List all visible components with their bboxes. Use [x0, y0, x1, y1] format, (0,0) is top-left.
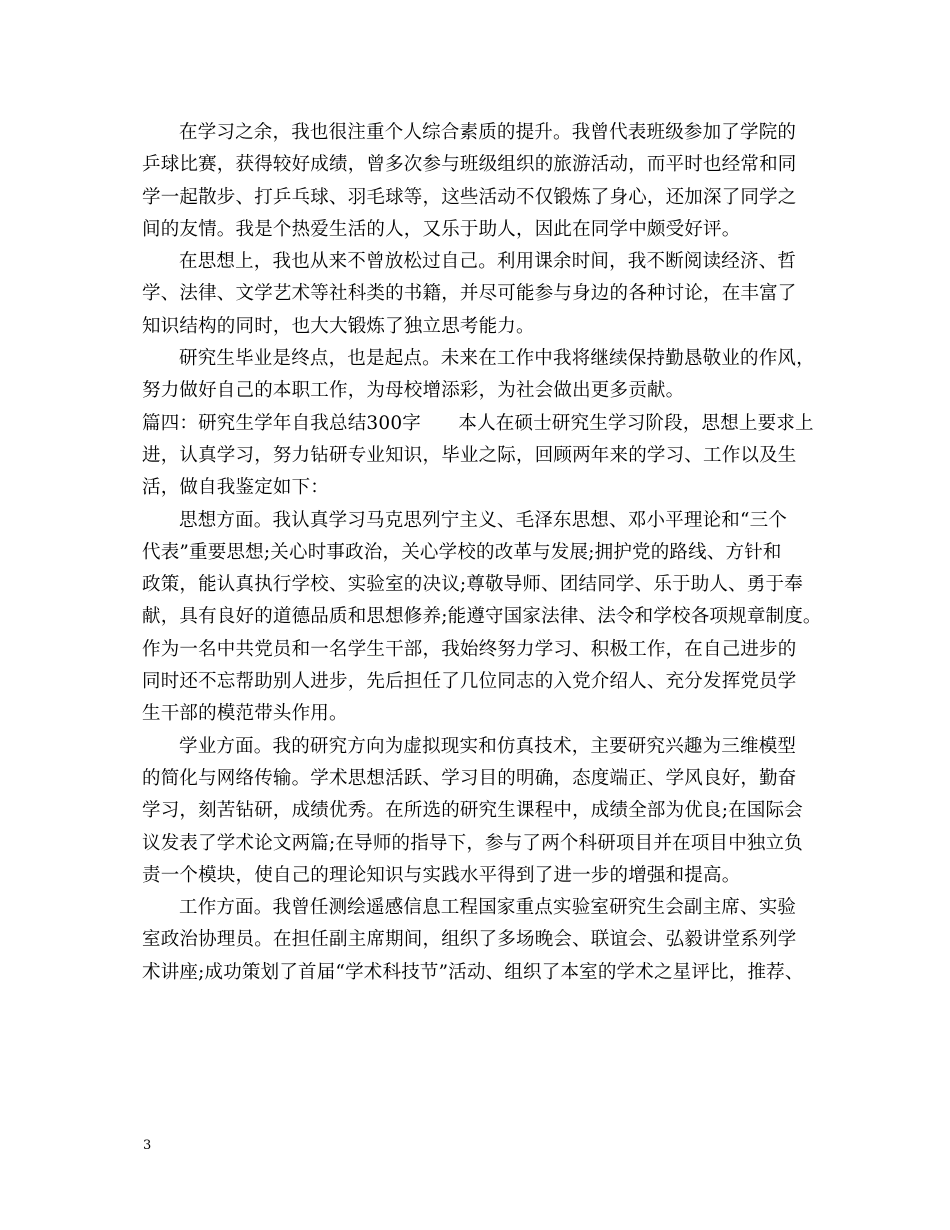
text-line: 责一个模块，使自己的理论知识与实践水平得到了进一步的增强和提高。 — [142, 864, 741, 886]
text-line: 在学习之余，我也很注重个人综合素质的提升。我曾代表班级参加了学院的 — [179, 122, 797, 143]
text-line: 思想方面。我认真学习马克思列宁主义、毛泽东思想、邓小平理论和“三个 — [179, 509, 788, 531]
text-line: 进，认真学习，努力钻研专业知识，毕业之际，回顾两年来的学习、工作以及生 — [142, 444, 797, 466]
text-line: 研究生毕业是终点，也是起点。未来在工作中我将继续保持勤恳敬业的作风， — [179, 348, 815, 370]
text-line: 术讲座;成功策划了首届“学术科技节”活动、组织了本室的学术之星评比，推荐、 — [142, 961, 804, 983]
text-line: 同时还不忘帮助别人进步，先后担任了几位同志的入党介绍人、充分发挥党员学 — [142, 671, 797, 693]
text-line: 努力做好自己的本职工作，为母校增添彩，为社会做出更多贡献。 — [142, 380, 685, 402]
body-text — [142, 117, 822, 989]
text-line: 间的友情。我是个热爱生活的人，又乐于助人，因此在同学中颇受好评。 — [142, 218, 741, 240]
text-line: 的简化与网络传输。学术思想活跃、学习目的明确，态度端正、学风良好，勤奋 — [142, 767, 797, 789]
text-line: 乒球比赛，获得较好成绩，曾多次参与班级组织的旅游活动，而平时也经常和同 — [142, 154, 797, 176]
text-line: 学一起散步、打乒乓球、羽毛球等，这些活动不仅锻炼了身心，还加深了同学之 — [142, 186, 797, 208]
text-line: 室政治协理员。在担任副主席期间，组织了多场晚会、联谊会、弘毅讲堂系列学 — [142, 929, 797, 951]
text-line: 学习，刻苦钻研，成绩优秀。在所选的研究生课程中，成绩全部为优良;在国际会 — [142, 800, 803, 822]
text-line: 生干部的模范带头作用。 — [142, 703, 348, 725]
text-line: 工作方面。我曾任测绘遥感信息工程国家重点实验室研究生会副主席、实验 — [179, 897, 797, 919]
text-line: 政策，能认真执行学校、实验室的决议;尊敬导师、团结同学、乐于助人、勇于奉 — [142, 574, 803, 596]
section-heading-line: 篇四：研究生学年自我总结300字 本人在硕士研究生学习阶段，思想上要求上 — [142, 412, 814, 434]
text-line: 活，做自我鉴定如下： — [142, 477, 330, 499]
text-line: 学、法律、文学艺术等社科类的书籍，并尽可能参与身边的各种讨论，在丰富了 — [142, 283, 797, 305]
text-line: 作为一名中共党员和一名学生干部，我始终努力学习、积极工作，在自己进步的 — [142, 638, 797, 660]
page-number: 3 — [143, 1138, 152, 1153]
text-line: 献，具有良好的道德品质和思想修养;能遵守国家法律、法令和学校各项规章制度。 — [142, 606, 822, 628]
text-line: 代表”重要思想;关心时事政治，关心学校的改革与发展;拥护党的路线、方针和 — [142, 541, 782, 563]
text-line: 学业方面。我的研究方向为虚拟现实和仿真技术，主要研究兴趣为三维模型 — [179, 735, 797, 757]
text-line: 知识结构的同时，也大大锻炼了独立思考能力。 — [142, 315, 535, 337]
text-line: 在思想上，我也从来不曾放松过自己。利用课余时间，我不断阅读经济、哲 — [179, 251, 797, 273]
text-line: 议发表了学术论文两篇;在导师的指导下，参与了两个科研项目并在项目中独立负 — [142, 832, 803, 854]
